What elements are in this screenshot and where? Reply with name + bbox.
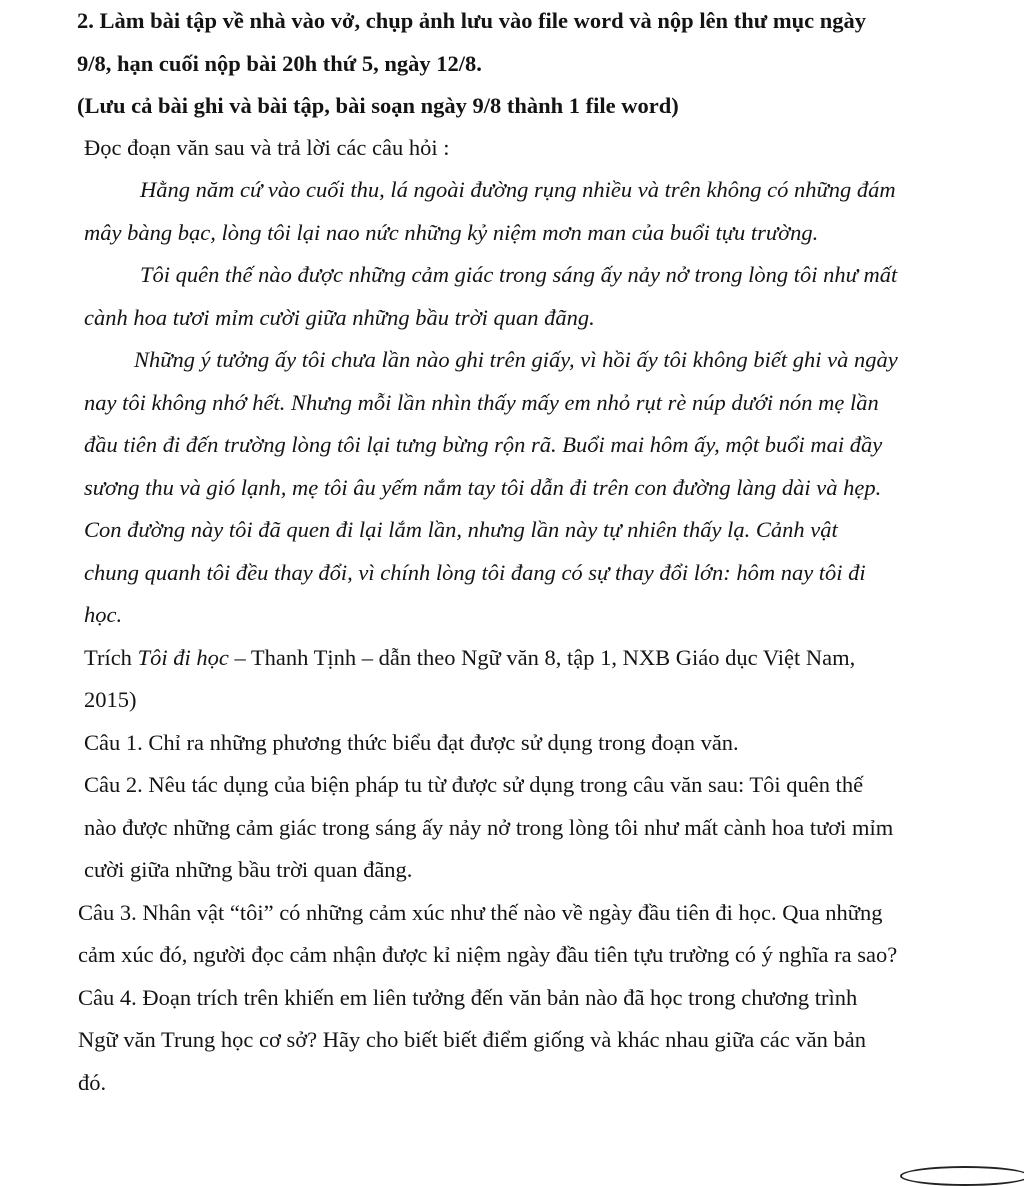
passage-p3-line-2: nay tôi không nhớ hết. Nhưng mỗi lần nhìn thấy mấy em nhỏ rụt rè núp dưới nón mẹ lần [84,390,879,415]
source-work-title: Tôi đi học [137,645,229,670]
passage-p2-line-2: cành hoa tươi mỉm cười giữa những bầu trời quan đãng. [84,305,595,330]
passage-p3-line-6: chung quanh tôi đều thay đổi, vì chính lòng tôi đang có sự thay đổi lớn: hôm nay tôi đi [84,560,866,585]
passage-p3-line-1: Những ý tưởng ấy tôi chưa lần nào ghi trên giấy, vì hồi ấy tôi không biết ghi và ngày [134,347,898,372]
edge-shape [900,1166,1024,1186]
question-1-line-1: Câu 1. Chỉ ra những phương thức biểu đạt được sử dụng trong đoạn văn. [84,730,739,755]
question-4-line-3: đó. [78,1070,107,1095]
passage-p3-line-7: học. [84,602,123,627]
instruction-line-3: (Lưu cả bài ghi và bài tập, bài soạn ngày 9/8 thành 1 file word) [77,93,679,118]
passage-p3-line-5: Con đường này tôi đã quen đi lại lắm lần, nhưng lần này tự nhiên thấy lạ. Cảnh vật [84,517,838,542]
source-citation-line-2: 2015) [84,687,137,712]
passage-p3-line-3: đầu tiên đi đến trường lòng tôi lại tưng bừng rộn rã. Buổi mai hôm ấy, một buổi mai đầy [84,432,883,457]
question-4-line-1: Câu 4. Đoạn trích trên khiến em liên tưởng đến văn bản nào đã học trong chương trình [78,985,858,1010]
question-2-line-1: Câu 2. Nêu tác dụng của biện pháp tu từ được sử dụng trong câu văn sau: Tôi quên thế [84,772,864,797]
question-3-line-2: cảm xúc đó, người đọc cảm nhận được kỉ niệm ngày đầu tiên tựu trường có ý nghĩa ra sao? [78,942,898,967]
instruction-line-2: 9/8, hạn cuối nộp bài 20h thứ 5, ngày 12/8. [77,51,482,76]
question-4-line-2: Ngữ văn Trung học cơ sở? Hãy cho biết biết điểm giống và khác nhau giữa các văn bản [78,1027,866,1052]
reading-prompt: Đọc đoạn văn sau và trả lời các câu hỏi : [84,135,450,160]
question-3-line-1: Câu 3. Nhân vật “tôi” có những cảm xúc như thế nào về ngày đầu tiên đi học. Qua những [78,900,883,925]
passage-p1-line-1: Hằng năm cứ vào cuối thu, lá ngoài đường rụng nhiều và trên không có những đám [140,177,896,202]
source-rest: – Thanh Tịnh – dẫn theo Ngữ văn 8, tập 1, NXB Giáo dục Việt Nam, [228,645,856,670]
source-citation-line-1 [84,644,855,672]
source-prefix: Trích [84,645,138,670]
passage-p2-line-1: Tôi quên thế nào được những cảm giác trong sáng ấy nảy nở trong lòng tôi như mất [140,262,898,287]
question-2-line-2: nào được những cảm giác trong sáng ấy nảy nở trong lòng tôi như mất cành hoa tươi mỉm [84,815,894,840]
instruction-line-1: 2. Làm bài tập về nhà vào vở, chụp ảnh lưu vào file word và nộp lên thư mục ngày [77,8,866,33]
passage-p1-line-2: mây bàng bạc, lòng tôi lại nao nức những kỷ niệm mơn man của buổi tựu trường. [84,220,819,245]
question-2-line-3: cười giữa những bầu trời quan đãng. [84,857,413,882]
passage-p3-line-4: sương thu và gió lạnh, mẹ tôi âu yếm nắm tay tôi dẫn đi trên con đường làng dài và hẹp. [84,475,882,500]
